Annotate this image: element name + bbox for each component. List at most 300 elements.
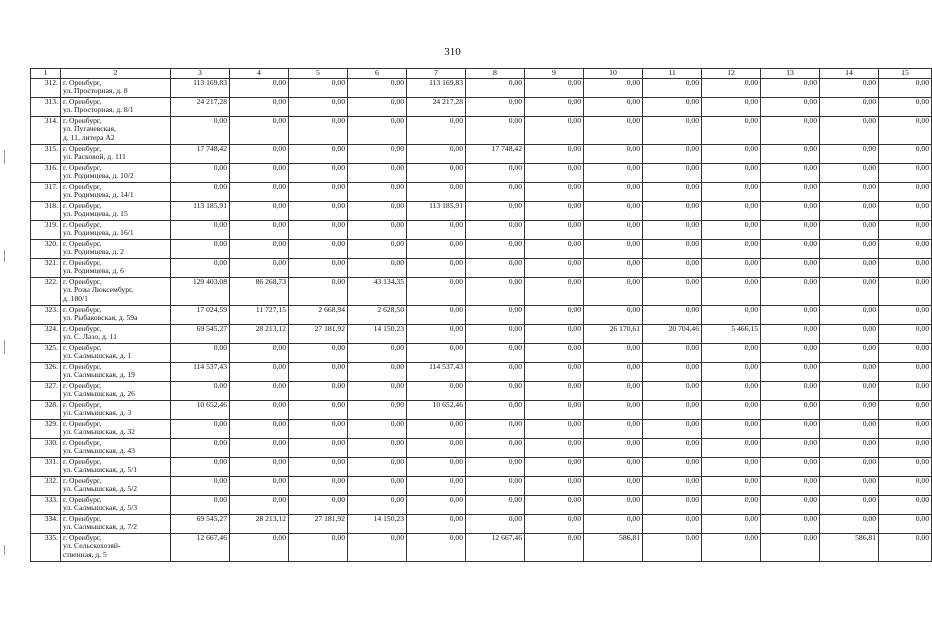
address-line: г. Оренбург, xyxy=(63,323,102,333)
column-header: 1 xyxy=(31,69,61,79)
amount-cell: 0,00 xyxy=(525,514,584,533)
amount-cell: 0,00 xyxy=(407,438,466,457)
amount-cell: 0,00 xyxy=(289,220,348,239)
amount-cell: 0,00 xyxy=(643,201,702,220)
table-row xyxy=(31,97,932,116)
address-line: ул. Родимцева, д. 6 xyxy=(63,266,124,276)
amount-cell: 0,00 xyxy=(584,258,643,277)
amount-cell: 0,00 xyxy=(761,514,820,533)
amount-cell: 113 185,91 xyxy=(407,201,466,220)
row-number-cell: 312. xyxy=(31,78,61,97)
amount-cell: 0,00 xyxy=(761,533,820,561)
amount-cell: 0,00 xyxy=(289,438,348,457)
amount-cell: 0,00 xyxy=(761,324,820,343)
amount-cell: 0,00 xyxy=(230,457,289,476)
amount-cell: 0,00 xyxy=(820,324,879,343)
amount-cell: 0,00 xyxy=(466,258,525,277)
amount-cell: 0,00 xyxy=(761,457,820,476)
amount-cell: 0,00 xyxy=(761,201,820,220)
amount-cell: 0,00 xyxy=(761,97,820,116)
left-margin-mark xyxy=(4,340,5,354)
amount-cell: 0,00 xyxy=(879,144,932,163)
table-row xyxy=(31,362,932,381)
amount-cell: 20 704,46 xyxy=(643,324,702,343)
amount-cell: 0,00 xyxy=(761,438,820,457)
amount-cell: 0,00 xyxy=(702,381,761,400)
amount-cell: 0,00 xyxy=(879,343,932,362)
amount-cell: 0,00 xyxy=(525,97,584,116)
amount-cell: 0,00 xyxy=(879,277,932,305)
amount-cell: 0,00 xyxy=(702,239,761,258)
amount-cell: 0,00 xyxy=(289,400,348,419)
address-line: ул. Салмышская, д. 26 xyxy=(63,389,135,399)
amount-cell: 0,00 xyxy=(525,277,584,305)
amount-cell: 0,00 xyxy=(761,400,820,419)
amount-cell: 0,00 xyxy=(525,239,584,258)
address-line: ул. Салмышская, д. 32 xyxy=(63,427,135,437)
page-number: 310 xyxy=(444,46,461,58)
amount-cell: 0,00 xyxy=(230,97,289,116)
amount-cell: 0,00 xyxy=(230,419,289,438)
amount-cell: 0,00 xyxy=(761,419,820,438)
address-cell xyxy=(61,438,171,457)
amount-cell: 0,00 xyxy=(643,362,702,381)
amount-cell: 0,00 xyxy=(525,305,584,324)
amount-cell: 0,00 xyxy=(761,116,820,144)
table-row xyxy=(31,476,932,495)
amount-cell: 0,00 xyxy=(407,419,466,438)
amount-cell: 0,00 xyxy=(230,78,289,97)
amount-cell: 0,00 xyxy=(230,163,289,182)
amount-cell: 0,00 xyxy=(525,220,584,239)
amount-cell: 0,00 xyxy=(643,400,702,419)
address-line: г. Оренбург, xyxy=(63,219,102,229)
address-line: ул. Родимцева, д. 2 xyxy=(63,247,124,257)
amount-cell: 0,00 xyxy=(702,258,761,277)
amount-cell: 0,00 xyxy=(879,116,932,144)
amount-cell: 0,00 xyxy=(348,239,407,258)
amount-cell: 586,81 xyxy=(820,533,879,561)
table-row xyxy=(31,381,932,400)
amount-cell: 0,00 xyxy=(702,343,761,362)
address-cell xyxy=(61,239,171,258)
amount-cell: 0,00 xyxy=(820,305,879,324)
amount-cell: 0,00 xyxy=(171,258,230,277)
amount-cell: 0,00 xyxy=(230,220,289,239)
amount-cell: 0,00 xyxy=(348,163,407,182)
row-number-cell: 324. xyxy=(31,324,61,343)
amount-cell: 0,00 xyxy=(407,476,466,495)
amount-cell: 0,00 xyxy=(525,182,584,201)
row-number-cell: 320. xyxy=(31,239,61,258)
amount-cell: 0,00 xyxy=(289,78,348,97)
amount-cell: 0,00 xyxy=(407,514,466,533)
amount-cell: 0,00 xyxy=(348,381,407,400)
table-row xyxy=(31,201,932,220)
row-number-cell: 315. xyxy=(31,144,61,163)
amount-cell: 0,00 xyxy=(466,277,525,305)
left-margin-mark xyxy=(4,250,5,262)
amount-cell: 0,00 xyxy=(702,495,761,514)
column-header: 11 xyxy=(643,69,702,79)
amount-cell: 0,00 xyxy=(348,116,407,144)
amount-cell: 0,00 xyxy=(466,201,525,220)
amount-cell: 0,00 xyxy=(643,239,702,258)
address-line: ул. Расковой, д. 111 xyxy=(63,152,126,162)
column-header: 2 xyxy=(61,69,171,79)
amount-cell: 0,00 xyxy=(348,533,407,561)
amount-cell: 17 748,42 xyxy=(466,144,525,163)
amount-cell: 0,00 xyxy=(171,457,230,476)
address-cell xyxy=(61,163,171,182)
amount-cell: 0,00 xyxy=(761,343,820,362)
amount-cell: 0,00 xyxy=(525,533,584,561)
address-cell xyxy=(61,343,171,362)
amount-cell: 0,00 xyxy=(820,514,879,533)
address-line: ул. С. Лазо, д. 11 xyxy=(63,332,117,342)
amount-cell: 0,00 xyxy=(584,305,643,324)
amount-cell: 0,00 xyxy=(643,495,702,514)
amount-cell: 10 652,46 xyxy=(407,400,466,419)
row-number-cell: 327. xyxy=(31,381,61,400)
amount-cell: 586,81 xyxy=(584,533,643,561)
amount-cell: 0,00 xyxy=(289,97,348,116)
amount-cell: 0,00 xyxy=(643,258,702,277)
amount-cell: 0,00 xyxy=(702,400,761,419)
amount-cell: 0,00 xyxy=(761,495,820,514)
amount-cell: 0,00 xyxy=(525,495,584,514)
amount-cell: 0,00 xyxy=(466,324,525,343)
address-cell xyxy=(61,97,171,116)
amount-cell: 113 169,83 xyxy=(407,78,466,97)
amount-cell: 0,00 xyxy=(348,438,407,457)
amount-cell: 0,00 xyxy=(702,78,761,97)
address-line: ул. Розы Люксембург, xyxy=(63,285,134,295)
address-line: ул. Просторная, д. 8/1 xyxy=(63,105,134,115)
amount-cell: 0,00 xyxy=(584,343,643,362)
address-line: г. Оренбург, xyxy=(63,162,102,172)
address-line: ул. Салмышская, д. 5/1 xyxy=(63,465,138,475)
table-row xyxy=(31,438,932,457)
amount-cell: 0,00 xyxy=(879,476,932,495)
amount-cell: 0,00 xyxy=(702,438,761,457)
amount-cell: 0,00 xyxy=(348,97,407,116)
address-line: ул. Пугачевская, xyxy=(63,124,116,134)
amount-cell: 0,00 xyxy=(289,362,348,381)
amount-cell: 27 181,92 xyxy=(289,324,348,343)
amount-cell: 0,00 xyxy=(584,182,643,201)
address-line: ул. Родимцева, д. 14/1 xyxy=(63,190,134,200)
amount-cell: 0,00 xyxy=(407,457,466,476)
amount-cell: 0,00 xyxy=(584,277,643,305)
address-line: г. Оренбург, xyxy=(63,181,102,191)
amount-cell: 0,00 xyxy=(761,239,820,258)
amount-cell: 17 024,59 xyxy=(171,305,230,324)
address-line: г. Оренбург, xyxy=(63,96,102,106)
amount-cell: 0,00 xyxy=(643,182,702,201)
amount-cell: 0,00 xyxy=(289,201,348,220)
amount-cell: 0,00 xyxy=(289,533,348,561)
amount-cell: 0,00 xyxy=(289,495,348,514)
amount-cell: 0,00 xyxy=(820,78,879,97)
amount-cell: 0,00 xyxy=(702,457,761,476)
amount-cell: 0,00 xyxy=(702,305,761,324)
amount-cell: 26 170,61 xyxy=(584,324,643,343)
amount-cell: 0,00 xyxy=(820,495,879,514)
amount-cell: 0,00 xyxy=(643,343,702,362)
amount-cell: 0,00 xyxy=(466,438,525,457)
address-line: г. Оренбург, xyxy=(63,238,102,248)
row-number-cell: 318. xyxy=(31,201,61,220)
amount-cell: 0,00 xyxy=(171,239,230,258)
amount-cell: 0,00 xyxy=(879,220,932,239)
amount-cell: 0,00 xyxy=(820,220,879,239)
address-cell xyxy=(61,514,171,533)
amount-cell: 0,00 xyxy=(879,182,932,201)
row-number-cell: 333. xyxy=(31,495,61,514)
amount-cell: 0,00 xyxy=(879,533,932,561)
amount-cell: 0,00 xyxy=(525,163,584,182)
amount-cell: 0,00 xyxy=(820,258,879,277)
amount-cell: 0,00 xyxy=(230,400,289,419)
amount-cell: 0,00 xyxy=(761,144,820,163)
amount-cell: 0,00 xyxy=(643,419,702,438)
amount-cell: 0,00 xyxy=(643,97,702,116)
amount-cell: 0,00 xyxy=(584,116,643,144)
amount-cell: 0,00 xyxy=(407,220,466,239)
amount-cell: 0,00 xyxy=(702,476,761,495)
amount-cell: 0,00 xyxy=(466,182,525,201)
amount-cell: 0,00 xyxy=(879,362,932,381)
amount-cell: 0,00 xyxy=(820,457,879,476)
amount-cell: 0,00 xyxy=(230,116,289,144)
amount-cell: 0,00 xyxy=(289,182,348,201)
amount-cell: 0,00 xyxy=(289,457,348,476)
amount-cell: 0,00 xyxy=(820,277,879,305)
amount-cell: 0,00 xyxy=(702,533,761,561)
amount-cell: 0,00 xyxy=(584,514,643,533)
amount-cell: 0,00 xyxy=(348,476,407,495)
amount-cell: 0,00 xyxy=(584,220,643,239)
address-line: ул. Родимцева, д. 16/1 xyxy=(63,228,134,238)
amount-cell: 0,00 xyxy=(879,305,932,324)
row-number-cell: 332. xyxy=(31,476,61,495)
amount-cell: 129 403,08 xyxy=(171,277,230,305)
amount-cell: 0,00 xyxy=(584,476,643,495)
amount-cell: 0,00 xyxy=(584,239,643,258)
amount-cell: 0,00 xyxy=(348,419,407,438)
amount-cell: 0,00 xyxy=(584,201,643,220)
address-cell xyxy=(61,277,171,305)
address-line: г. Оренбург, xyxy=(63,143,102,153)
amount-cell: 114 537,43 xyxy=(171,362,230,381)
table-row xyxy=(31,324,932,343)
amount-cell: 0,00 xyxy=(348,182,407,201)
amount-cell: 0,00 xyxy=(171,419,230,438)
amount-cell: 0,00 xyxy=(466,381,525,400)
amount-cell: 0,00 xyxy=(820,476,879,495)
amount-cell: 0,00 xyxy=(348,78,407,97)
amount-cell: 17 748,42 xyxy=(171,144,230,163)
row-number-cell: 317. xyxy=(31,182,61,201)
amount-cell: 0,00 xyxy=(879,239,932,258)
amount-cell: 0,00 xyxy=(643,78,702,97)
amount-cell: 0,00 xyxy=(879,78,932,97)
address-cell xyxy=(61,182,171,201)
amount-cell: 0,00 xyxy=(407,163,466,182)
amount-cell: 0,00 xyxy=(525,476,584,495)
row-number-cell: 331. xyxy=(31,457,61,476)
amount-cell: 0,00 xyxy=(289,476,348,495)
amount-cell: 27 181,92 xyxy=(289,514,348,533)
amount-cell: 0,00 xyxy=(466,239,525,258)
amount-cell: 113 185,91 xyxy=(171,201,230,220)
amount-cell: 0,00 xyxy=(643,457,702,476)
amount-cell: 0,00 xyxy=(525,116,584,144)
address-cell xyxy=(61,78,171,97)
amount-cell: 0,00 xyxy=(171,182,230,201)
amount-cell: 0,00 xyxy=(879,495,932,514)
address-line: ул. Салмышская, д. 3 xyxy=(63,408,132,418)
column-header: 9 xyxy=(525,69,584,79)
column-header: 7 xyxy=(407,69,466,79)
amount-cell: 0,00 xyxy=(820,239,879,258)
amount-cell: 28 213,12 xyxy=(230,324,289,343)
amount-cell: 0,00 xyxy=(584,144,643,163)
amount-cell: 0,00 xyxy=(879,324,932,343)
address-line: г. Оренбург, xyxy=(63,304,102,314)
amount-cell: 0,00 xyxy=(761,277,820,305)
amount-cell: 0,00 xyxy=(171,116,230,144)
amount-cell: 0,00 xyxy=(348,400,407,419)
address-cell xyxy=(61,116,171,144)
address-cell xyxy=(61,476,171,495)
address-cell xyxy=(61,144,171,163)
amount-cell: 28 213,12 xyxy=(230,514,289,533)
address-line: г. Оренбург, xyxy=(63,532,102,542)
address-line: ул. Салмышская, д. 1 xyxy=(63,351,132,361)
amount-cell: 0,00 xyxy=(466,220,525,239)
address-line: ул. Родимцева, д. 15 xyxy=(63,209,128,219)
row-number-cell: 323. xyxy=(31,305,61,324)
amount-cell: 0,00 xyxy=(466,514,525,533)
amount-cell: 0,00 xyxy=(230,381,289,400)
amount-cell: 43 134,35 xyxy=(348,277,407,305)
address-line: г. Оренбург, xyxy=(63,456,102,466)
amount-cell: 0,00 xyxy=(348,362,407,381)
amount-cell: 0,00 xyxy=(466,343,525,362)
amount-cell: 0,00 xyxy=(584,457,643,476)
address-line: г. Оренбург, xyxy=(63,437,102,447)
amount-cell: 0,00 xyxy=(584,97,643,116)
address-cell xyxy=(61,324,171,343)
amount-cell: 0,00 xyxy=(348,343,407,362)
address-line: г. Оренбург, xyxy=(63,77,102,87)
amount-cell: 0,00 xyxy=(525,362,584,381)
row-number-cell: 314. xyxy=(31,116,61,144)
row-number-cell: 313. xyxy=(31,97,61,116)
amount-cell: 0,00 xyxy=(643,305,702,324)
address-cell xyxy=(61,381,171,400)
amount-cell: 0,00 xyxy=(584,163,643,182)
row-number-cell: 328. xyxy=(31,400,61,419)
amount-cell: 0,00 xyxy=(761,163,820,182)
amount-cell: 0,00 xyxy=(820,163,879,182)
amount-cell: 0,00 xyxy=(289,258,348,277)
amount-cell: 0,00 xyxy=(761,182,820,201)
amount-cell: 0,00 xyxy=(407,182,466,201)
amount-cell: 0,00 xyxy=(584,495,643,514)
amount-cell: 0,00 xyxy=(407,495,466,514)
column-number-row xyxy=(31,69,932,79)
table-row xyxy=(31,400,932,419)
address-line: г. Оренбург, xyxy=(63,257,102,267)
table-row xyxy=(31,514,932,533)
amount-cell: 0,00 xyxy=(407,324,466,343)
address-line: г. Оренбург, xyxy=(63,380,102,390)
amount-cell: 113 169,83 xyxy=(171,78,230,97)
amount-cell: 0,00 xyxy=(820,438,879,457)
address-cell xyxy=(61,495,171,514)
amount-cell: 0,00 xyxy=(584,381,643,400)
amount-cell: 69 545,27 xyxy=(171,514,230,533)
amount-cell: 0,00 xyxy=(230,201,289,220)
table-row xyxy=(31,163,932,182)
column-header: 3 xyxy=(171,69,230,79)
address-line: г. Оренбург, xyxy=(63,276,102,286)
amount-cell: 0,00 xyxy=(643,381,702,400)
amount-cell: 0,00 xyxy=(761,381,820,400)
address-line: г. Оренбург, xyxy=(63,361,102,371)
amount-cell: 0,00 xyxy=(761,78,820,97)
amount-cell: 0,00 xyxy=(466,495,525,514)
row-number-cell: 316. xyxy=(31,163,61,182)
amount-cell: 14 150,23 xyxy=(348,324,407,343)
amount-cell: 0,00 xyxy=(171,381,230,400)
row-number-cell: 321. xyxy=(31,258,61,277)
amount-cell: 0,00 xyxy=(466,419,525,438)
amount-cell: 0,00 xyxy=(702,514,761,533)
row-number-cell: 329. xyxy=(31,419,61,438)
amount-cell: 0,00 xyxy=(702,182,761,201)
amount-cell: 0,00 xyxy=(820,144,879,163)
amount-cell: 2 668,94 xyxy=(289,305,348,324)
address-cell xyxy=(61,201,171,220)
amount-cell: 0,00 xyxy=(230,182,289,201)
address-cell xyxy=(61,400,171,419)
amount-cell: 0,00 xyxy=(643,163,702,182)
amount-cell: 0,00 xyxy=(820,400,879,419)
amount-cell: 0,00 xyxy=(761,305,820,324)
table-body xyxy=(31,78,932,561)
amount-cell: 0,00 xyxy=(820,182,879,201)
amount-cell: 0,00 xyxy=(466,116,525,144)
amount-cell: 0,00 xyxy=(407,144,466,163)
amount-cell: 0,00 xyxy=(230,239,289,258)
amount-cell: 0,00 xyxy=(643,116,702,144)
amount-cell: 0,00 xyxy=(466,97,525,116)
amount-cell: 0,00 xyxy=(643,144,702,163)
amount-cell: 0,00 xyxy=(407,343,466,362)
amount-cell: 86 268,73 xyxy=(230,277,289,305)
address-line: г. Оренбург, xyxy=(63,342,102,352)
amount-cell: 0,00 xyxy=(525,144,584,163)
amount-cell: 0,00 xyxy=(525,324,584,343)
amount-cell: 12 667,46 xyxy=(171,533,230,561)
amount-cell: 0,00 xyxy=(820,116,879,144)
row-number-cell: 325. xyxy=(31,343,61,362)
amount-cell: 0,00 xyxy=(466,400,525,419)
